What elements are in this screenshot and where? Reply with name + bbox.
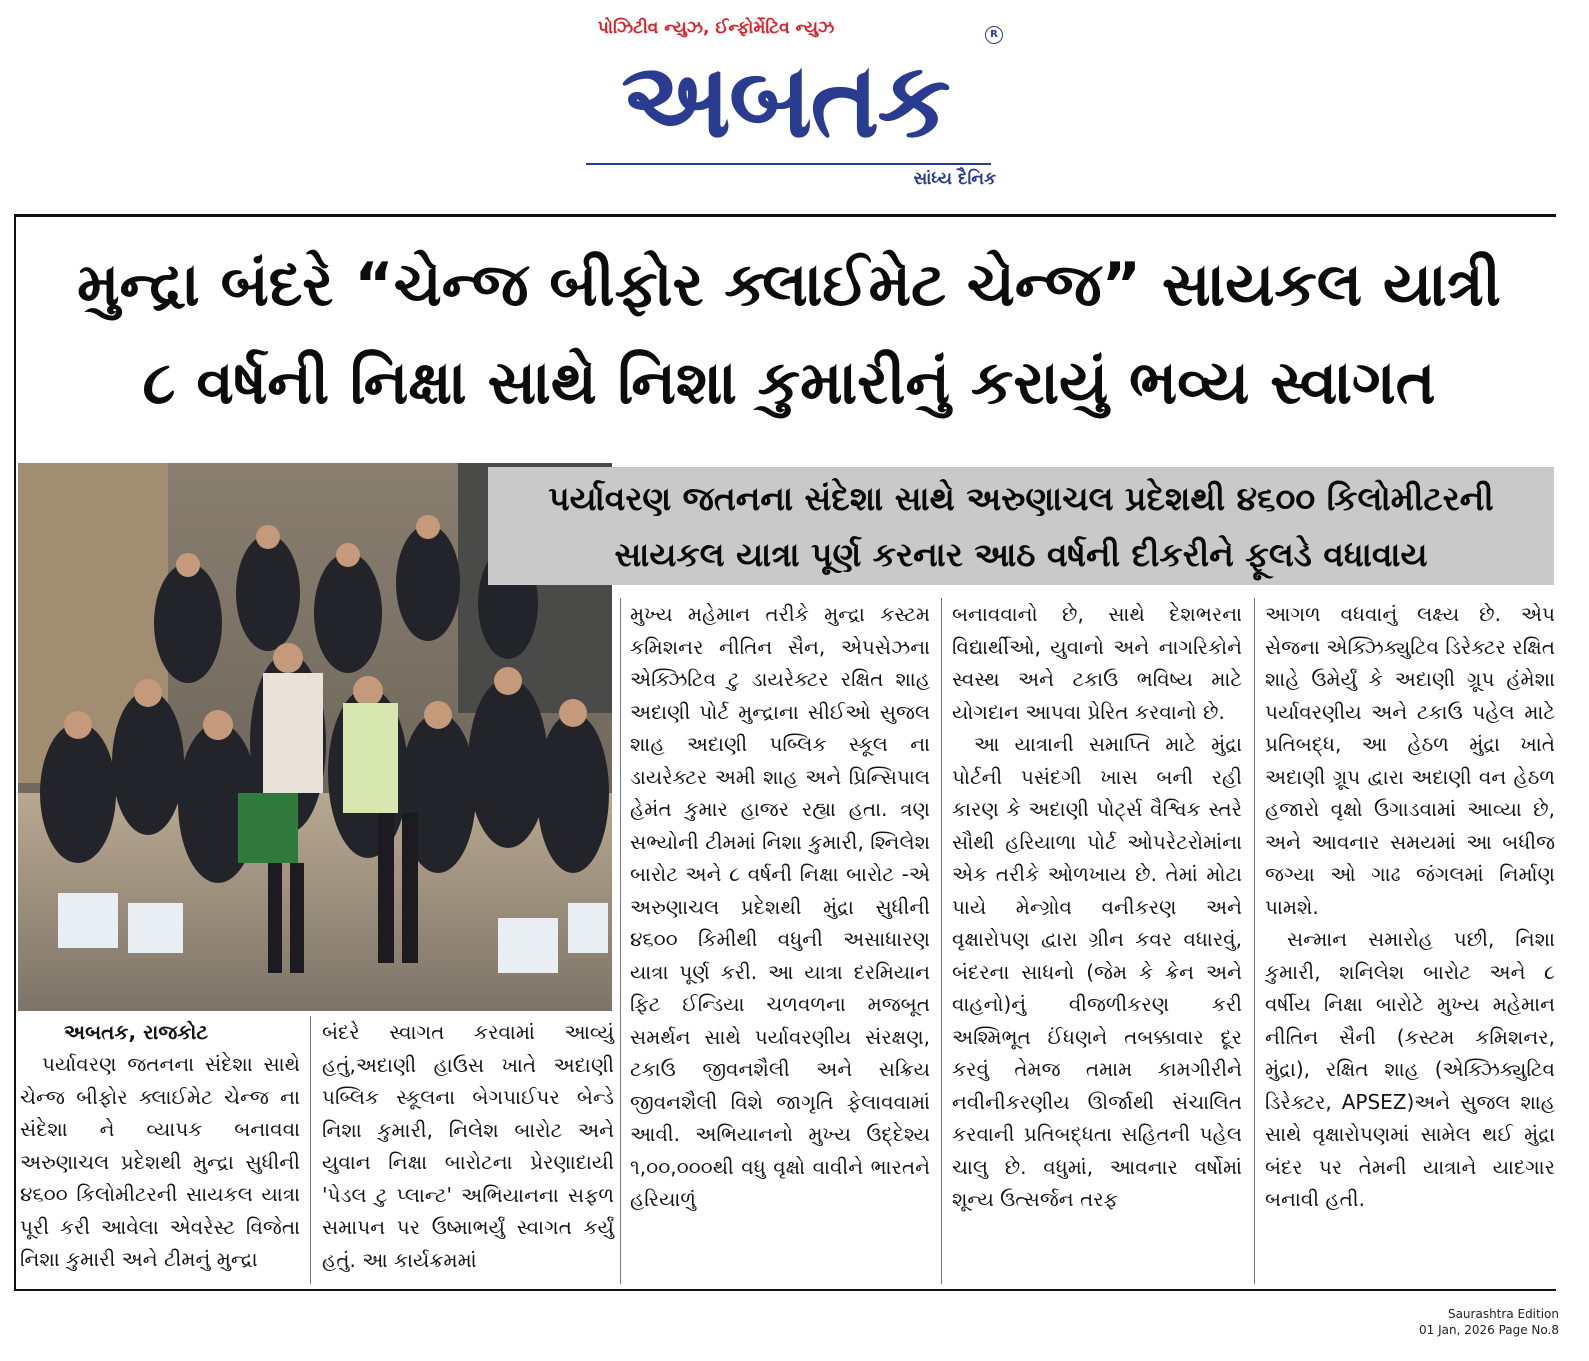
article-paragraph: સન્માન સમારોહ પછી, નિશા કુમારી, શનિલેશ બારોટ અને ૮ વર્ષીય નિક્ષા બારોટે મુખ્ય મહેમાન નીતિન સૈની (કસ્ટમ કમિશનર, મુંદ્રા), રક્ષિત શાહ (એક્ઝિક્યુટિવ ડિરેક્ટર, APSEZ)અને સુજલ શાહ સાથે વૃક્ષારોપણમાં સામેલ થઈ મુંદ્રા બંદર પર તેમની યાત્રાને યાદગાર બનાવી હતી. [1265, 927, 1555, 1211]
page-top-rule [14, 214, 1556, 217]
registered-mark-icon: R [985, 26, 1003, 44]
article-paragraph: પર્યાવરણ જતનના સંદેશા સાથે ચેન્જ બીફોર ક્લાઈમેટ ચેન્જ ના સંદેશા ને વ્યાપક બનાવવા અરુણાચલ પ્રદેશથી મુન્દ્રા સુધીની ૪૬૦૦ કિલોમીટરની સાયકલ યાત્રા પૂરી કરી આવેલા એવરેસ્ટ વિજેતા નિશા કુમારી અને ટીમનું મુન્દ્રા [20, 1052, 300, 1271]
headline-line-2: ૮ વર્ષની નિક્ષા સાથે નિશા કુમારીનું કરાયું ભવ્ય સ્વાગત [142, 348, 1436, 418]
date-page-label: 01 Jan, 2026 Page No.8 [1419, 1323, 1559, 1337]
newspaper-logo: અબતક [621, 39, 949, 161]
article-column-2 [322, 1016, 614, 1276]
headline-line-1: મુન્દ્રા બંદરે “ચેન્જ બીફોર ક્લાઈમેટ ચેન્જ” સાયકલ યાત્રી [77, 250, 1501, 320]
masthead [0, 0, 1589, 210]
article-paragraph: આ યાત્રાની સમાપ્તિ માટે મુંદ્રા પોર્ટની પસંદગી ખાસ બની રહી કારણ કે અદાણી પોર્ટ્સ વૈશ્વિક સ્તરે સૌથી હરિયાળા પોર્ટ ઓપરેટરોમાંના એક તરીકે ઓળખાય છે. તેમાં મોટા પાયે મેન્ગ્રોવ વનીકરણ અને વૃક્ષારોપણ દ્વારા ગ્રીન કવર વધારવું, બંદરના સાધનો (જેમ કે ક્રેન અને વાહનો)નું વીજળીકરણ કરી અશ્મિભૂત ઈંધણને તબક્કાવાર દૂર કરવું તેમજ તમામ કામગીરીને નવીનીકરણીય ઊર્જાથી સંચાલિત કરવાની પ્રતિબદ્ધતા સહિતની પહેલ ચાલુ છે. વધુમાં, આવનાર વર્ષોમાં શૂન્ય ઉત્સર્જન તરફ [952, 732, 1242, 1211]
article-column-1 [20, 1016, 300, 1276]
article-paragraph: બંદરે સ્વાગત કરવામાં આવ્યું હતું,અદાણી હાઉસ ખાતે અદાણી પબ્લિક સ્કૂલના બેગપાઈપર બેન્ડે નિશા કુમારી, નિલેશ બારોટ અને યુવાન નિક્ષા બારોટના પ્રેરણાદાયી 'પેડલ ટુ પ્લાન્ટ' અભિયાનના સફળ સમાપન પર ઉષ્માભર્યું સ્વાગત કર્યું હતું. આ કાર્યક્રમમાં [322, 1020, 614, 1272]
column-divider [1254, 598, 1255, 1284]
article-column-5 [1265, 598, 1555, 1216]
article-column-4 [952, 598, 1242, 1216]
article-column-3 [630, 598, 930, 1216]
column-divider [310, 1016, 311, 1284]
page-bottom-rule [14, 1289, 1556, 1291]
masthead-subtitle: સાંધ્ય દૈનિક [913, 169, 996, 189]
article-paragraph: મુખ્ય મહેમાન તરીકે મુન્દ્રા કસ્ટમ કમિશનર નીતિન સૈન, એપસેઝના એક્ઝિટિવ ટુ ડાયરેક્ટર રક્ષિત શાહ અદાણી પોર્ટ મુન્દ્રાના સીઈઓ સુજલ શાહ અદાણી પબ્લિક સ્કૂલ ના ડાયરેક્ટર અમી શાહ અને પ્રિન્સિપાલ હેમંત કુમાર હાજર રહ્યા હતા. ત્રણ સભ્યોની ટીમમાં નિશા કુમારી, શ્નિલેશ બારોટ અને ૮ વર્ષની નિક્ષા બારોટ -એ અરુણાચલ પ્રદેશથી મુંદ્રા સુધીની ૪૬૦૦ કિમીથી વધુની અસાધારણ યાત્રા પૂર્ણ કરી. આ યાત્રા દરમિયાન ફિટ ઈન્ડિયા ચળવળના મજબૂત સમર્થન સાથે પર્યાવરણીય સંરક્ષણ, ટકાઉ જીવનશૈલી અને સક્રિય જીવનશૈલી વિશે જાગૃતિ ફેલાવવામાં આવી. અભિયાનનો મુખ્ય ઉદ્દેશ્ય ૧,૦૦,૦૦૦થી વધુ વૃક્ષો વાવીને ભારતને હરિયાળું [630, 602, 930, 1211]
subheadline-line-2: સાયકલ યાત્રા પૂર્ણ કરનાર આઠ વર્ષની દીકરીને ફૂલડે વધાવાય [614, 535, 1428, 574]
article-paragraph: બનાવવાનો છે, સાથે દેશભરના વિદ્યાર્થીઓ, યુવાનો અને નાગરિકોને સ્વસ્થ અને ટકાઉ ભવિષ્ય માટે યોગદાન આપવા પ્રેરિત કરવાનો છે. [952, 602, 1242, 724]
subheadline-line-1: પર્યાવરણ જતનના સંદેશા સાથે અરુણાચલ પ્રદેશથી ૪૬૦૦ કિલોમીટરની [548, 479, 1494, 518]
page-footer [1339, 1306, 1559, 1338]
article-paragraph: આગળ વધવાનું લક્ષ્ય છે. એપ સેજના એક્ઝિક્યુટિવ ડિરેક્ટર રક્ષિત શાહે ઉમેર્યું કે અદાણી ગ્રૂપ હંમેશા પર્યાવરણીય અને ટકાઉ પહેલ માટે પ્રતિબદ્ધ, આ હેઠળ મુંદ્રા ખાતે અદાણી ગ્રૂપ દ્વારા અદાણી વન હેઠળ હજારો વૃક્ષો ઉગાડવામાં આવ્યા છે, અને આવનાર સમયમાં આ બધીજ જગ્યા ઓ ગાઢ જંગલમાં નિર્માણ પામશે. [1265, 602, 1555, 919]
edition-label: Saurashtra Edition [1447, 1307, 1559, 1321]
page-left-rule [14, 214, 16, 1291]
column-divider [620, 598, 621, 1284]
column-divider [941, 598, 942, 1284]
masthead-divider [586, 163, 991, 165]
subheadline-box [488, 467, 1554, 585]
article-dateline: અબતક, રાજકોટ [64, 1020, 209, 1044]
masthead-tagline: પોઝિટીવ ન્યુઝ, ઈન્ફોર્મેટિવ ન્યુઝ [597, 18, 835, 38]
